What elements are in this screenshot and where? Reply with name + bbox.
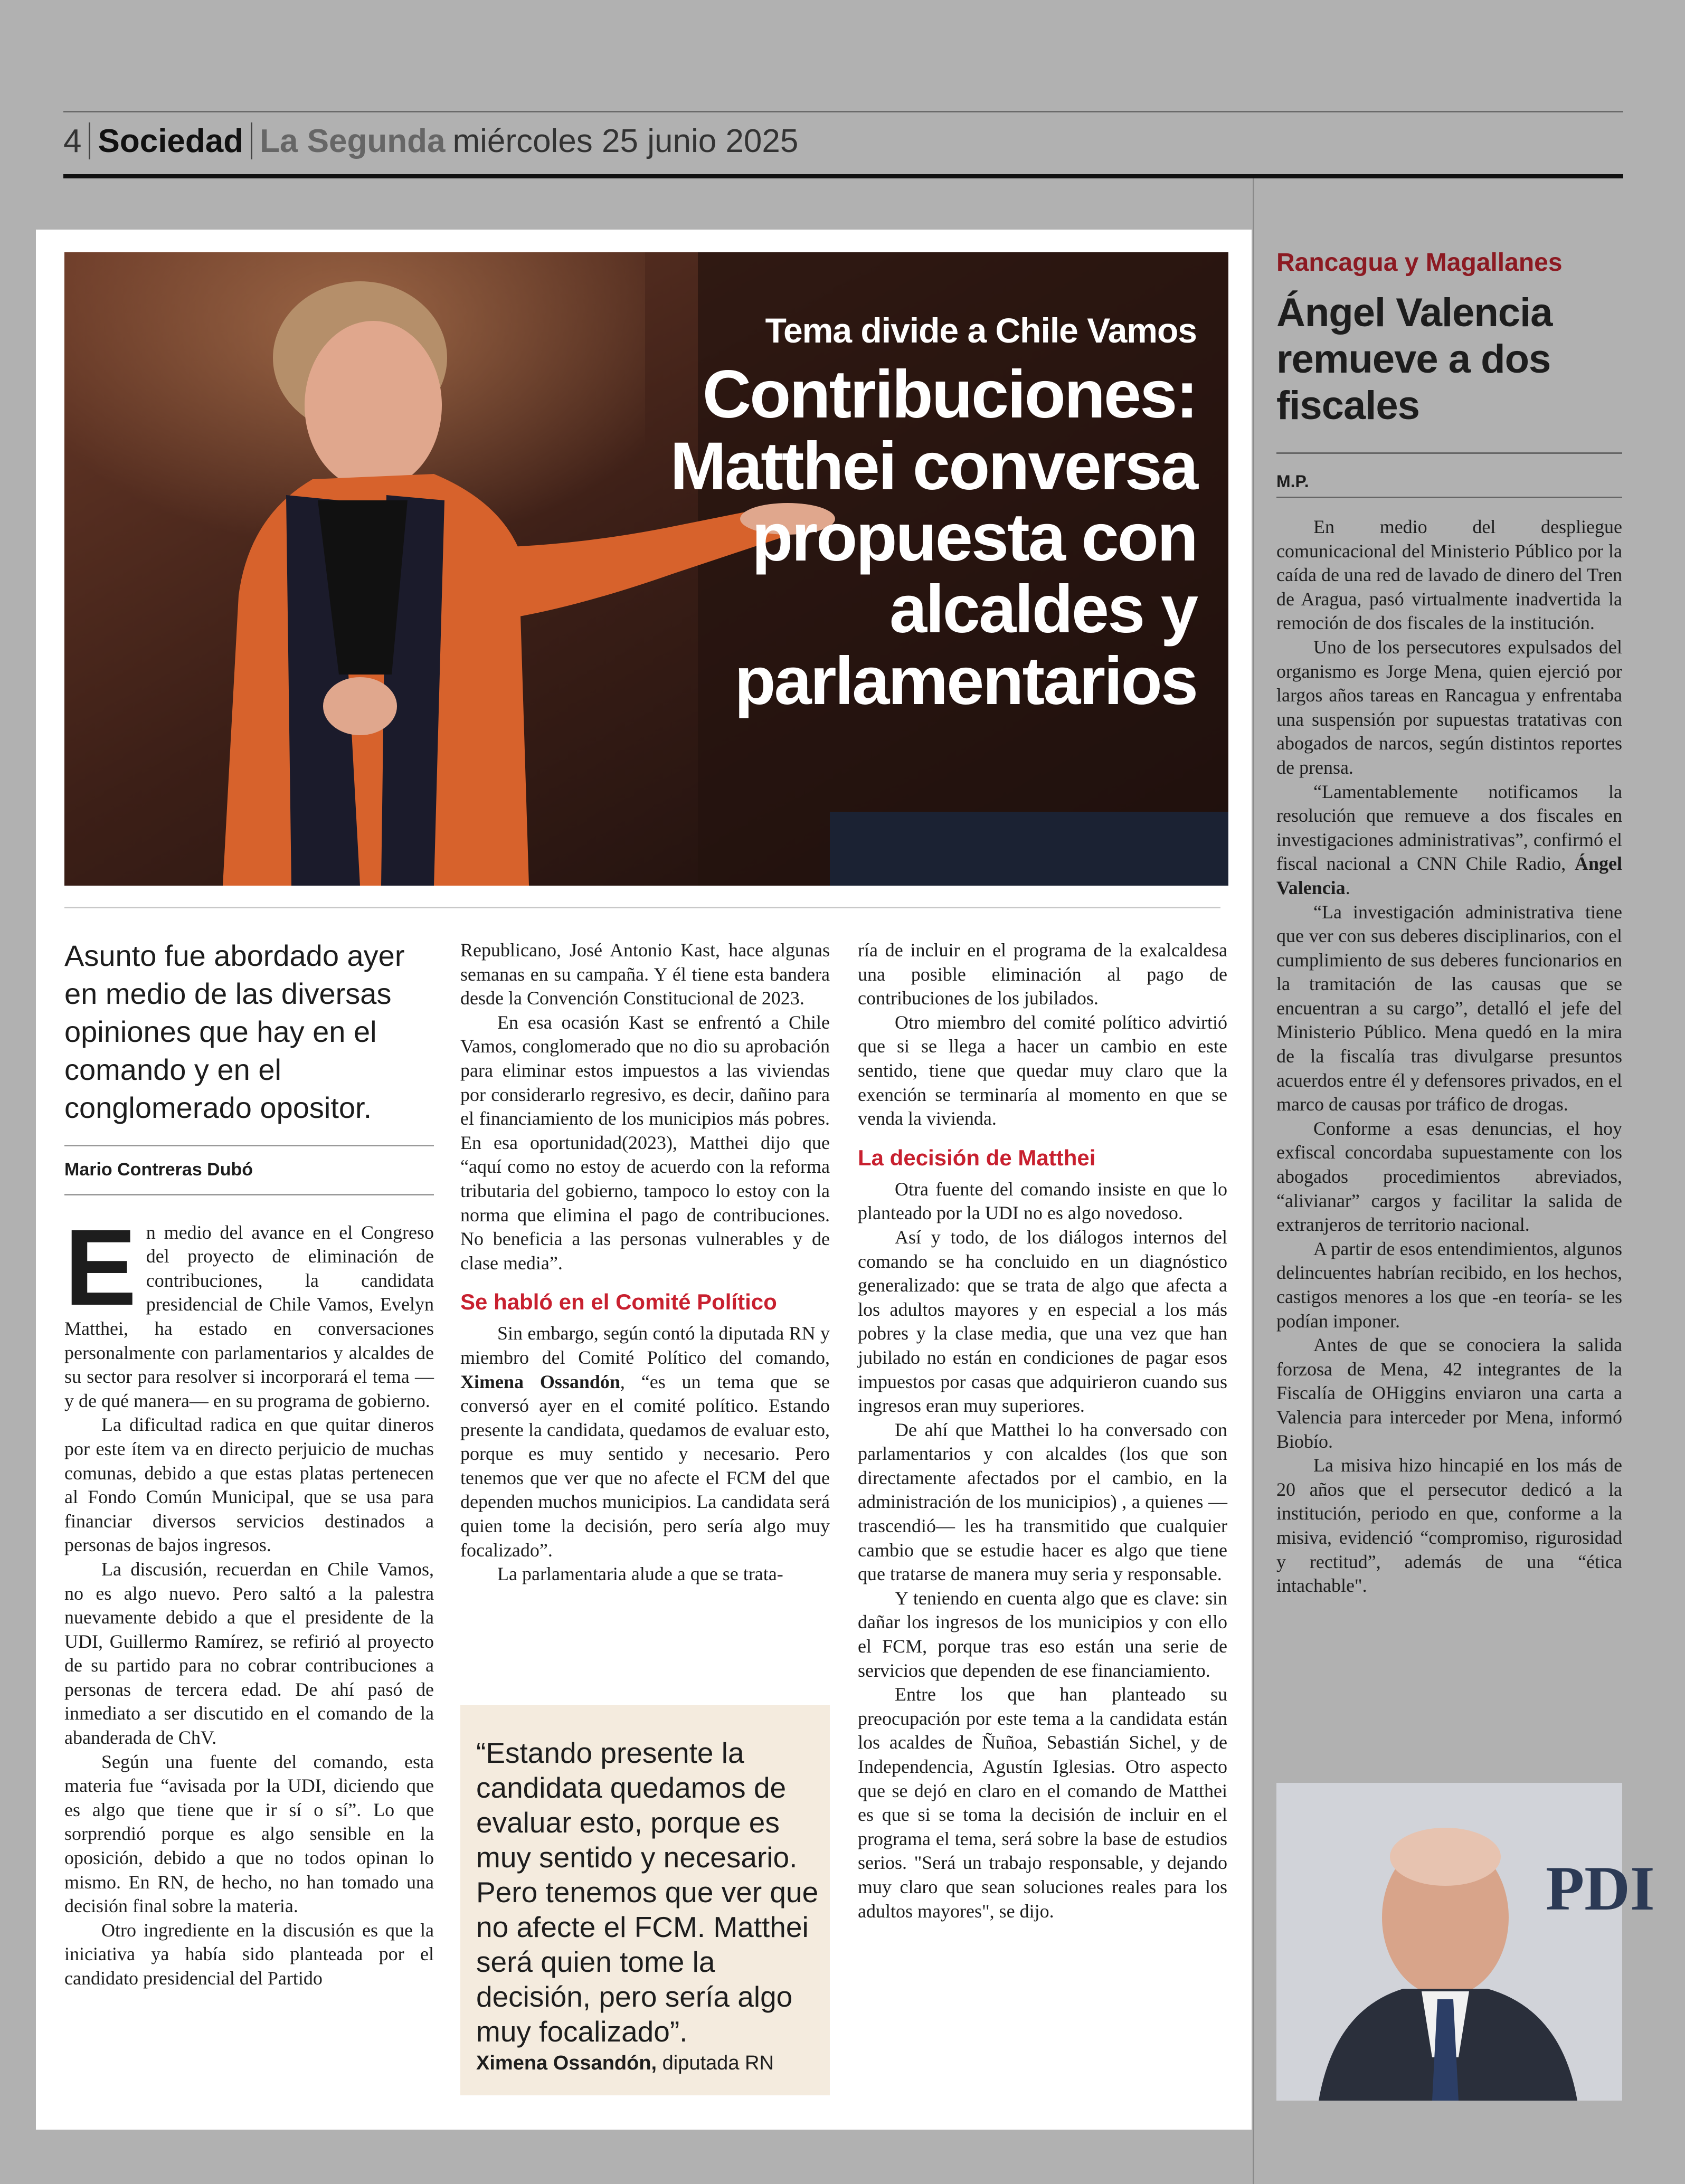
masthead-separator — [89, 122, 90, 159]
person-name: Ximena Ossandón — [460, 1371, 620, 1392]
article-paragraph: Entre los que han planteado su preocupación por este tema a la candidata están los acaldes de Ñuñoa, Sebastián Sichel, y de Independencia, Agustín Iglesias. Otro aspecto que se dejó en claro en el comando de Matthei es que si se toma la decisión de incluir en el programa el tema, será sobre la base de estudios serios. "Será un trabajo responsable, y dejando muy claro que sean soluciones reales para los adultos mayores", se dijo. — [858, 1684, 1227, 1922]
pull-quote — [460, 1705, 830, 2095]
sidebar-paragraph — [1276, 780, 1622, 900]
article-paragraph: Otra fuente del comando insiste en que lo planteado por la UDI no es algo novedoso. — [858, 1178, 1227, 1224]
masthead — [63, 117, 798, 165]
sidebar-body — [1276, 515, 1622, 1598]
pull-quote-attribution — [476, 2052, 774, 2075]
subheading: Se habló en el Comité Político — [460, 1289, 777, 1315]
sidebar-divider — [1253, 178, 1254, 2184]
sidebar-photo-illustration — [1276, 1783, 1655, 2101]
masthead-top-rule — [63, 111, 1623, 112]
article-paragraph: La parlamentaria alude a que se trata- — [497, 1563, 783, 1585]
sidebar-photo — [1276, 1783, 1655, 2101]
paragraph-text: . — [1345, 877, 1350, 898]
sidebar-article — [1276, 248, 1622, 1598]
article-column-2 — [460, 938, 830, 1587]
paragraph-text: Sin embargo, según contó la diputada RN y miembro del Comité Político del comando, — [460, 1323, 830, 1368]
article-column-3 — [858, 938, 1227, 1923]
photo-backdrop-sign: PDI — [1546, 1853, 1655, 1923]
person-name: Ángel Valencia — [1276, 853, 1622, 898]
sidebar-paragraph: Conforme a esas denuncias, el hoy exfiscal concordaba supuestamente con los abogados procedimientos abreviados, “alivianar” cargos y facilitar la salida de extranjeros de territorio nacional. — [1276, 1117, 1622, 1236]
article-paragraph: Y teniendo en cuenta algo que es clave: sin dañar los ingresos de los municipios y con ello el FCM, porque tras eso están una serie de servicios que dependen de ese financiamiento. — [858, 1587, 1227, 1681]
headline: Contribuciones: Matthei conversa propuesta con alcaldes y parlamentarios — [670, 357, 1197, 719]
article-lede: Asunto fue abordado ayer en medio de las diversas opiniones que hay en el comando y en el conglomerado opositor. — [64, 939, 405, 1124]
issue-date: miércoles 25 junio 2025 — [452, 122, 799, 159]
quote-author-role: diputada RN — [657, 2052, 774, 2074]
masthead-separator — [251, 122, 252, 159]
newspaper-name: La Segunda — [260, 122, 446, 159]
article-paragraph: Republicano, José Antonio Kast, hace algunas semanas en su campaña. Y él tiene esta bandera desde la Convención Constitucional de 2023. — [460, 939, 830, 1009]
section-name: Sociedad — [98, 122, 244, 159]
article-paragraph: De ahí que Matthei lo ha conversado con parlamentarios y con alcaldes (los que son directamente afectados por el cambio, en la administración de los municipios) , a quienes —trascendió— les ha transmitido que cualquier cambio que se estudie hacer es algo que tiene que tratarse de manera muy seria y responsable. — [858, 1419, 1227, 1585]
subheading: La decisión de Matthei — [858, 1145, 1096, 1170]
sidebar-paragraph: “La investigación administrativa tiene que ver con sus deberes disciplinarios, con el cumplimiento de sus deberes funcionarios en la tramitación de las causas que se encuentran a su cargo”, detalló el jefe del Ministerio Público. Mena quedó en la mira de la fiscalía tras divulgarse presuntos acuerdos entre él y defensores privados, en el marco de causas por tráfico de drogas. — [1276, 901, 1622, 1115]
sidebar-headline: Ángel Valencia remueve a dos fiscales — [1276, 290, 1553, 428]
article-paragraph — [460, 1322, 830, 1562]
page-number: 4 — [63, 122, 82, 159]
divider-rule — [64, 907, 1220, 908]
headline-kicker: Tema divide a Chile Vamos — [765, 311, 1197, 350]
article-byline: Mario Contreras Dubó — [64, 1160, 253, 1180]
article-paragraph — [64, 1207, 434, 1413]
sidebar-paragraph: A partir de esos entendimientos, algunos delincuentes habrían recibido, en los hechos, castigos menores a los que -en teoría- se les podían imponer. — [1276, 1238, 1622, 1332]
pull-quote-text: “Estando presente la candidata quedamos de evaluar esto, porque es muy sentido y necesario. Pero tenemos que ver que no afecte el FCM. Matthei será quien tome la decisión, pero sería algo muy focalizado”. — [476, 1736, 819, 2048]
drop-cap: E — [64, 1207, 137, 1328]
article-paragraph: En esa ocasión Kast se enfrentó a Chile Vamos, conglomerado que no dio su aprobación para eliminar estos impuestos a las viviendas por considerarlo regresivo, es decir, dañino para el financiamiento de los municipios más pobres. En esa oportunidad(2023), Matthei dijo que “aquí como no estoy de acuerdo con la reforma tributaria del gobierno, tampoco lo estoy con la norma que elimina el pago de contribuciones. No beneficia a las personas vulnerables y de clase media”. — [460, 1011, 830, 1274]
paragraph-text: n medio del avance en el Congreso del proyecto de eliminación de contribuciones, la candidata presidencial de Chile Vamos, Evelyn Matthei, ha estado en conversaciones personalmente con parlamentarios y alcaldes de su sector para resolver si incorporará el tema —y de qué manera— en su programa de gobierno. — [64, 1221, 434, 1411]
hero-photo — [64, 252, 1228, 886]
sidebar-byline: M.P. — [1276, 472, 1309, 491]
sidebar-kicker: Rancagua y Magallanes — [1276, 249, 1563, 277]
quote-author: Ximena Ossandón, — [476, 2052, 657, 2074]
article-paragraph: Otro miembro del comité político advirtió que si se llega a hacer un cambio en este sentido, tiene que quedar muy claro que la exención se terminaría al momento en que se venda la vivienda. — [858, 1011, 1227, 1129]
paragraph-text: “Lamentablemente notificamos la resolución que remueve a dos fiscales en investigaciones administrativas”, confirmó el fiscal nacional a CNN Chile Radio, — [1276, 781, 1622, 875]
divider-rule — [64, 1194, 434, 1195]
article-paragraph: Así y todo, de los diálogos internos del comando se ha concluido en un diagnóstico generalizado: que se trata de algo que afecta a los adultos mayores y en especial a los más pobres y la clase media, que una vez que han jubilado no están en condiciones de pagar esos impuestos por casas que adquirieron cuando sus ingresos eran muy superiores. — [858, 1226, 1227, 1417]
masthead-bottom-rule — [63, 174, 1623, 178]
sidebar-paragraph: Uno de los persecutores expulsados del organismo es Jorge Mena, quien ejerció por largos años tareas en Rancagua y enfrentaba una suspensión por supuestas tratativas con abogados de narcos, según distintos reportes de prensa. — [1276, 636, 1622, 778]
sidebar-paragraph: La misiva hizo hincapié en los más de 20 años que el persecutor dedicó a la institución, periodo en que, conforme a la misiva, evidenció “compromiso, rigurosidad y rectitud”, además de una “ética intachable". — [1276, 1455, 1622, 1597]
article-paragraph: Según una fuente del comando, esta materia fue “avisada por la UDI, diciendo que es algo que tiene que ir sí o sí”. Lo que sorprendió porque es algo sensible en la oposición, debido a que no todos opinan lo mismo. En RN, de hecho, no han tomado una decisión final sobre la materia. — [64, 1751, 434, 1917]
article-column-1 — [64, 937, 434, 1991]
article-paragraph: ría de incluir en el programa de la exalcaldesa una posible eliminación al pago de contribuciones de los jubilados. — [858, 939, 1227, 1009]
paragraph-text: , “es un tema que se conversó ayer en el comité político. Estando presente la candidata, quedamos de evaluar esto, porque es muy sentido y necesario. Pero tenemos que ver que no afecte el FCM del que dependen muchos municipios. La candidata será quien tome la decisión, pero sería algo muy focalizado”. — [460, 1371, 830, 1561]
divider-rule — [1276, 497, 1622, 498]
article-paragraph: La dificultad radica en que quitar dineros por este ítem va en directo perjuicio de muchas comunas, debido a que estas platas pertenecen al Fondo Común Municipal, que se usa para financiar diversos servicios destinados a personas de bajos ingresos. — [64, 1414, 434, 1556]
sidebar-paragraph: En medio del despliegue comunicacional del Ministerio Público por la caída de una red de lavado de dinero del Tren de Aragua, pasó virtualmente inadvertida la remoción de dos fiscales de la institución. — [1276, 516, 1622, 634]
sidebar-paragraph: Antes de que se conociera la salida forzosa de Mena, 42 integrantes de la Fiscalía de OHiggins enviaron una carta a Valencia para interceder por Mena, informó Biobío. — [1276, 1334, 1622, 1452]
article-paragraph: Otro ingrediente en la discusión es que la iniciativa ya había sido planteada por el candidato presidencial del Partido — [64, 1919, 434, 1989]
article-paragraph: La discusión, recuerdan en Chile Vamos, no es algo nuevo. Pero saltó a la palestra nuevamente debido a que el presidente de la UDI, Guillermo Ramírez, se refirió al proyecto de su partido para no cobrar contribuciones a personas de tercera edad. De ahí pasó de inmediato a ser discutido en el comando de la abanderada de ChV. — [64, 1558, 434, 1749]
